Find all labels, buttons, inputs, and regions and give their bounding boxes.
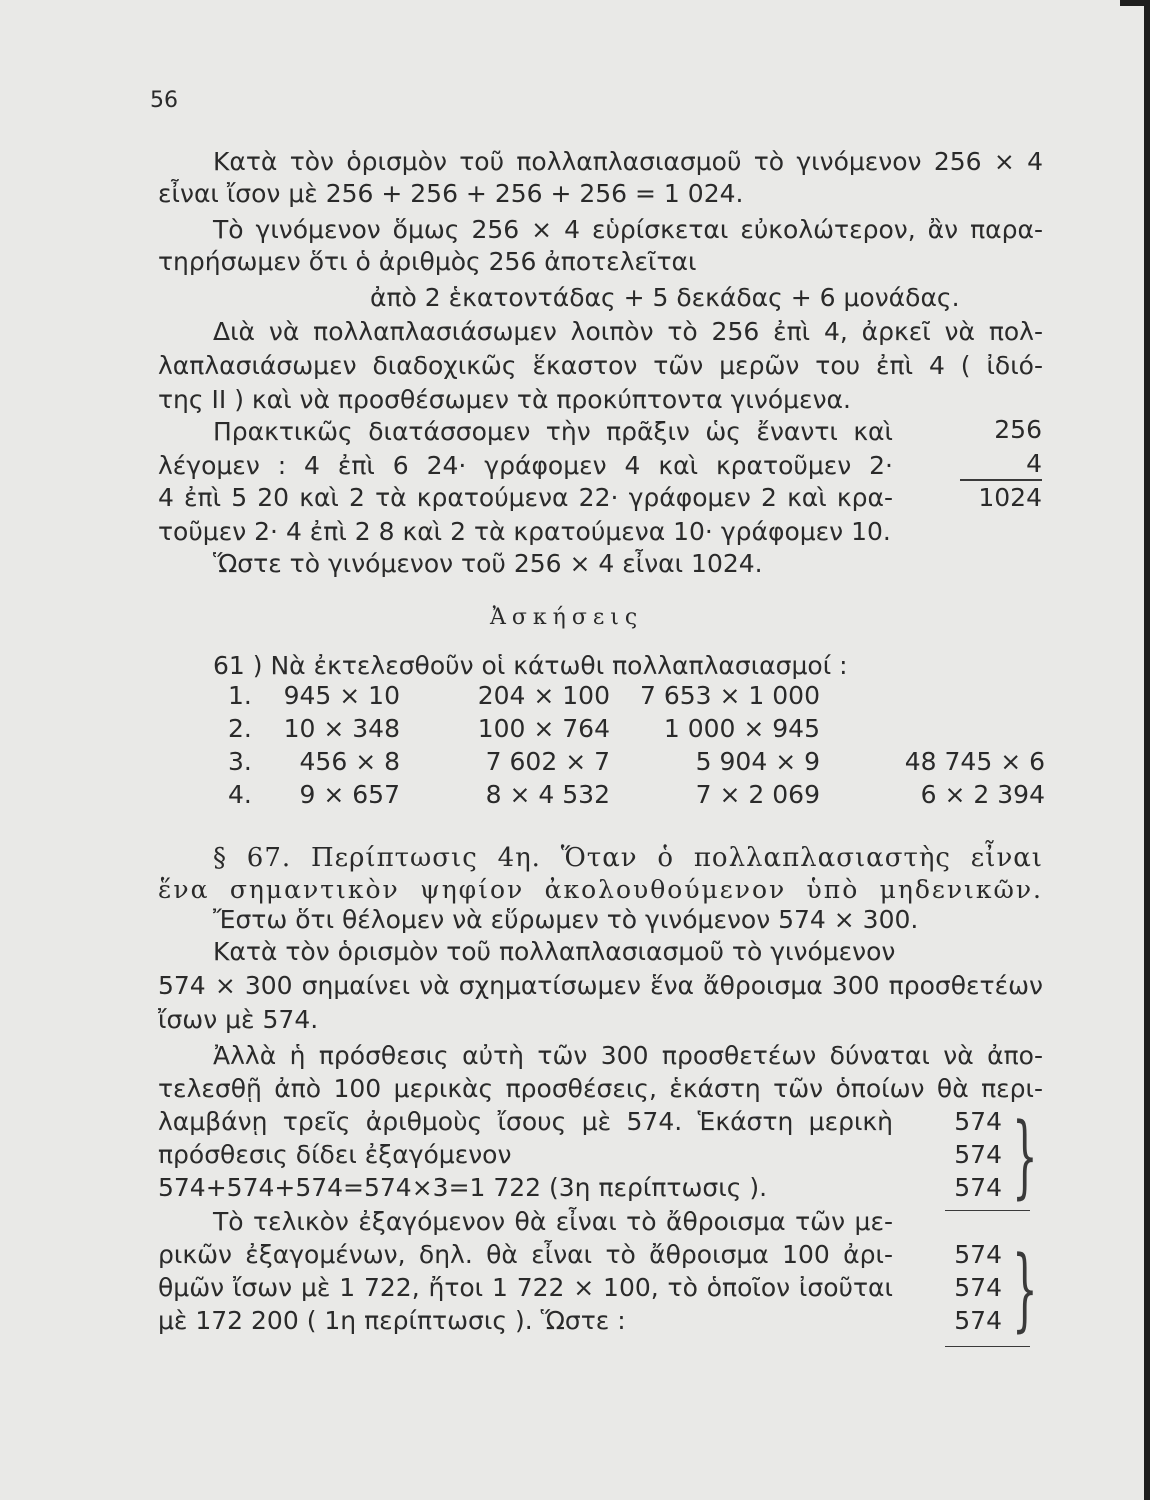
exercise-item: 7 653 × 1 000 (640, 681, 820, 710)
section-heading-line1: § 67. Περίπτωσις 4η. Ὅταν ὁ πολλαπλασιαστὴς εἶναι (213, 843, 1043, 873)
exercise-row-number: 1. (228, 681, 252, 710)
para7-line6: Τὸ τελικὸν ἐξαγόμενον θὰ εἶναι τὸ ἄθροισμα τῶν με- (213, 1207, 893, 1236)
para7-line8: θμῶν ἴσων μὲ 1 722, ἤτοι 1 722 × 100, τὸ ὁποῖον ἰσοῦται (158, 1273, 893, 1302)
para3-line1: Διὰ νὰ πολλαπλασιάσωμεν λοιπὸν τὸ 256 ἐπὶ 4, ἀρκεῖ νὰ πολ- (213, 317, 1043, 346)
section-heading-line2: ἕνα σημαντικὸν ψηφίον ἀκολουθούμενον ὑπὸ μηδενικῶν. (158, 875, 1043, 904)
page-edge (1144, 0, 1150, 1500)
para6-line3: ἴσων μὲ 574. (158, 1005, 319, 1034)
para4-line3: 4 ἐπὶ 5 20 καὶ 2 τὰ κρατούμενα 22· γράφομεν 2 καὶ κρα- (158, 483, 893, 512)
para7-line2: τελεσθῇ ἀπὸ 100 μερικὰς προσθέσεις, ἑκάστη τῶν ὁποίων θὰ περι- (158, 1074, 1043, 1103)
para7-line1: Ἀλλὰ ἡ πρόσθεσις αὐτὴ τῶν 300 προσθετέων δύναται νὰ ἀπο- (213, 1041, 1043, 1070)
exercise-item: 5 904 × 9 (695, 747, 820, 776)
para1-line1: Κατὰ τὸν ὁρισμὸν τοῦ πολλαπλασιασμοῦ τὸ γινόμενον 256 × 4 (213, 147, 1043, 176)
para7-line3: λαμβάνῃ τρεῖς ἀριθμοὺς ἴσους μὲ 574. Ἑκάστη μερικὴ (158, 1107, 893, 1136)
exercise-item: 100 × 764 (477, 714, 610, 743)
calc1-multiplicand: 256 (994, 415, 1042, 444)
exercise-item: 945 × 10 (283, 681, 400, 710)
stack-a-rule (945, 1210, 1030, 1211)
para5-line1: Ἔστω ὅτι θέλομεν νὰ εὕρωμεν τὸ γινόμενον 574 × 300. (213, 905, 919, 934)
para4-line2: λέγομεν : 4 ἐπὶ 6 24· γράφομεν 4 καὶ κρατοῦμεν 2· (158, 451, 893, 480)
stack-a-brace: } (1012, 1104, 1038, 1209)
exercise-intro: 61 ) Νὰ ἐκτελεσθοῦν οἱ κάτωθι πολλαπλασιασμοί : (213, 651, 848, 680)
exercise-item: 1 000 × 945 (663, 714, 820, 743)
para7-line5: 574+574+574=574×3=1 722 (3η περίπτωσις ). (158, 1173, 768, 1202)
para2-line2: τηρήσωμεν ὅτι ὁ ἀριθμὸς 256 ἀποτελεῖται (158, 247, 697, 276)
exercise-item: 7 × 2 069 (695, 780, 820, 809)
page-edge-top (1120, 0, 1150, 6)
para3-line3: της II ) καὶ νὰ προσθέσωμεν τὰ προκύπτοντα γινόμενα. (158, 385, 851, 414)
para7-line9: μὲ 172 200 ( 1η περίπτωσις ). Ὥστε : (158, 1306, 626, 1335)
exercise-item: 8 × 4 532 (485, 780, 610, 809)
calc1-result: 1024 (978, 483, 1042, 512)
calc1-multiplier: 4 (1026, 449, 1042, 478)
stack-a-addend: 574 (954, 1140, 1002, 1169)
page-number: 56 (150, 88, 178, 113)
stack-b-addend: 574 (954, 1240, 1002, 1269)
para2-line3: ἀπὸ 2 ἑκατοντάδας + 5 δεκάδας + 6 μονάδας. (370, 283, 960, 312)
exercise-item: 48 745 × 6 (904, 747, 1045, 776)
para2-line1: Τὸ γινόμενον ὅμως 256 × 4 εὑρίσκεται εὐκολώτερον, ἂν παρα- (213, 215, 1043, 244)
para1-line2: εἶναι ἴσον μὲ 256 + 256 + 256 + 256 = 1 024. (158, 179, 744, 208)
exercise-row-number: 3. (228, 747, 252, 776)
stack-b-addend: 574 (954, 1306, 1002, 1335)
exercise-item: 7 602 × 7 (485, 747, 610, 776)
para7-line4: πρόσθεσις δίδει ἐξαγόμενον (158, 1140, 512, 1169)
para4-line5: Ὥστε τὸ γινόμενον τοῦ 256 × 4 εἶναι 1024. (213, 549, 763, 578)
exercise-item: 204 × 100 (477, 681, 610, 710)
para4-line4: τοῦμεν 2· 4 ἐπὶ 2 8 καὶ 2 τὰ κρατούμενα 10· γράφομεν 10. (158, 517, 891, 546)
stack-b-brace: } (1012, 1237, 1038, 1342)
exercise-item: 9 × 657 (299, 780, 400, 809)
calc1-rule (960, 479, 1042, 481)
para6-line1: Κατὰ τὸν ὁρισμὸν τοῦ πολλαπλασιασμοῦ τὸ γινόμενον (213, 937, 896, 966)
para7-line7: ρικῶν ἐξαγομένων, δηλ. θὰ εἶναι τὸ ἄθροισμα 100 ἀρι- (158, 1240, 893, 1269)
exercise-item: 456 × 8 (299, 747, 400, 776)
exercises-title: Ἀσκήσεις (490, 605, 644, 630)
exercise-row-number: 2. (228, 714, 252, 743)
stack-a-addend: 574 (954, 1107, 1002, 1136)
exercise-item: 6 × 2 394 (920, 780, 1045, 809)
exercise-item: 10 × 348 (283, 714, 400, 743)
para4-line1: Πρακτικῶς διατάσσομεν τὴν πρᾶξιν ὡς ἔναντι καὶ (213, 417, 893, 446)
stack-a-addend: 574 (954, 1173, 1002, 1202)
para3-line2: λαπλασιάσωμεν διαδοχικῶς ἕκαστον τῶν μερῶν του ἐπὶ 4 ( ἰδιό- (158, 351, 1043, 380)
exercise-row-number: 4. (228, 780, 252, 809)
stack-b-addend: 574 (954, 1273, 1002, 1302)
para6-line2: 574 × 300 σημαίνει νὰ σχηματίσωμεν ἕνα ἄθροισμα 300 προσθετέων (158, 971, 1043, 1000)
stack-b-rule (945, 1346, 1030, 1347)
